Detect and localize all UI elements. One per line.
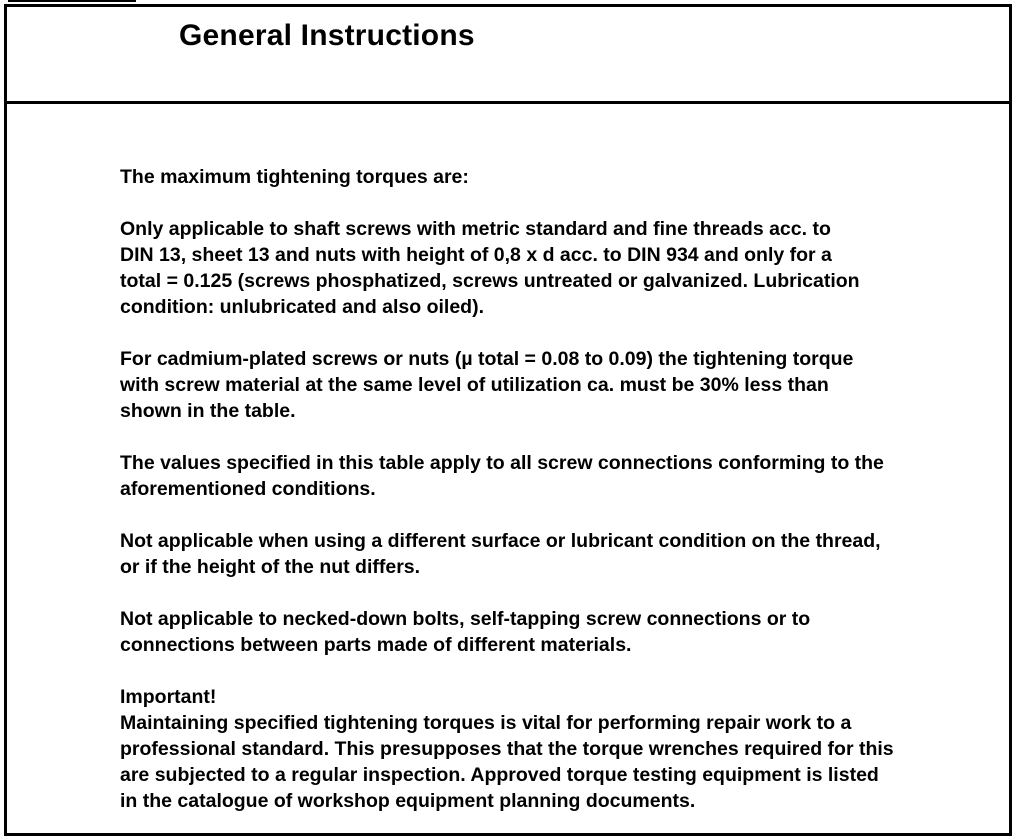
header-box [7,7,1009,104]
text-line: total = 0.125 (screws phosphatized, screws untreated or galvanized. Lubrication [120,270,860,292]
page-title: General Instructions [179,19,475,52]
text-line: The maximum tightening torques are: [120,166,469,188]
text-line: connections between parts made of different materials. [120,634,632,656]
top-edge-mark [8,0,136,2]
text-line: DIN 13, sheet 13 and nuts with height of 0,8 x d acc. to DIN 934 and only for a [120,244,832,266]
text-line: aforementioned conditions. [120,478,376,500]
text-line: Not applicable to necked-down bolts, self-tapping screw connections or to [120,608,811,630]
text-line: are subjected to a regular inspection. Approved torque testing equipment is listed [120,764,879,786]
text-line: shown in the table. [120,400,296,422]
text-line: Only applicable to shaft screws with metric standard and fine threads acc. to [120,218,831,240]
paragraph-applicability [120,216,1004,320]
text-line: with screw material at the same level of utilization ca. must be 30% less than [120,374,829,396]
text-line: Not applicable when using a different surface or lubricant condition on the thread, [120,530,881,552]
paragraph-exclusions [120,606,1004,658]
paragraph-values [120,450,1004,502]
text-line: professional standard. This presupposes that the torque wrenches required for this [120,738,894,760]
paragraph-intro [120,164,1004,190]
important-heading: Important! [120,686,217,708]
text-line: or if the height of the nut differs. [120,556,421,578]
paragraph-surface [120,528,1004,580]
text-line: Maintaining specified tightening torques is vital for performing repair work to a [120,712,852,734]
text-line: in the catalogue of workshop equipment planning documents. [120,790,696,812]
instructions-body [120,164,1004,814]
text-line: For cadmium-plated screws or nuts (µ total = 0.08 to 0.09) the tightening torque [120,348,854,370]
text-line: condition: unlubricated and also oiled). [120,296,485,318]
paragraph-important [120,684,1004,814]
paragraph-cadmium [120,346,1004,424]
text-line: The values specified in this table apply to all screw connections conforming to the [120,452,884,474]
